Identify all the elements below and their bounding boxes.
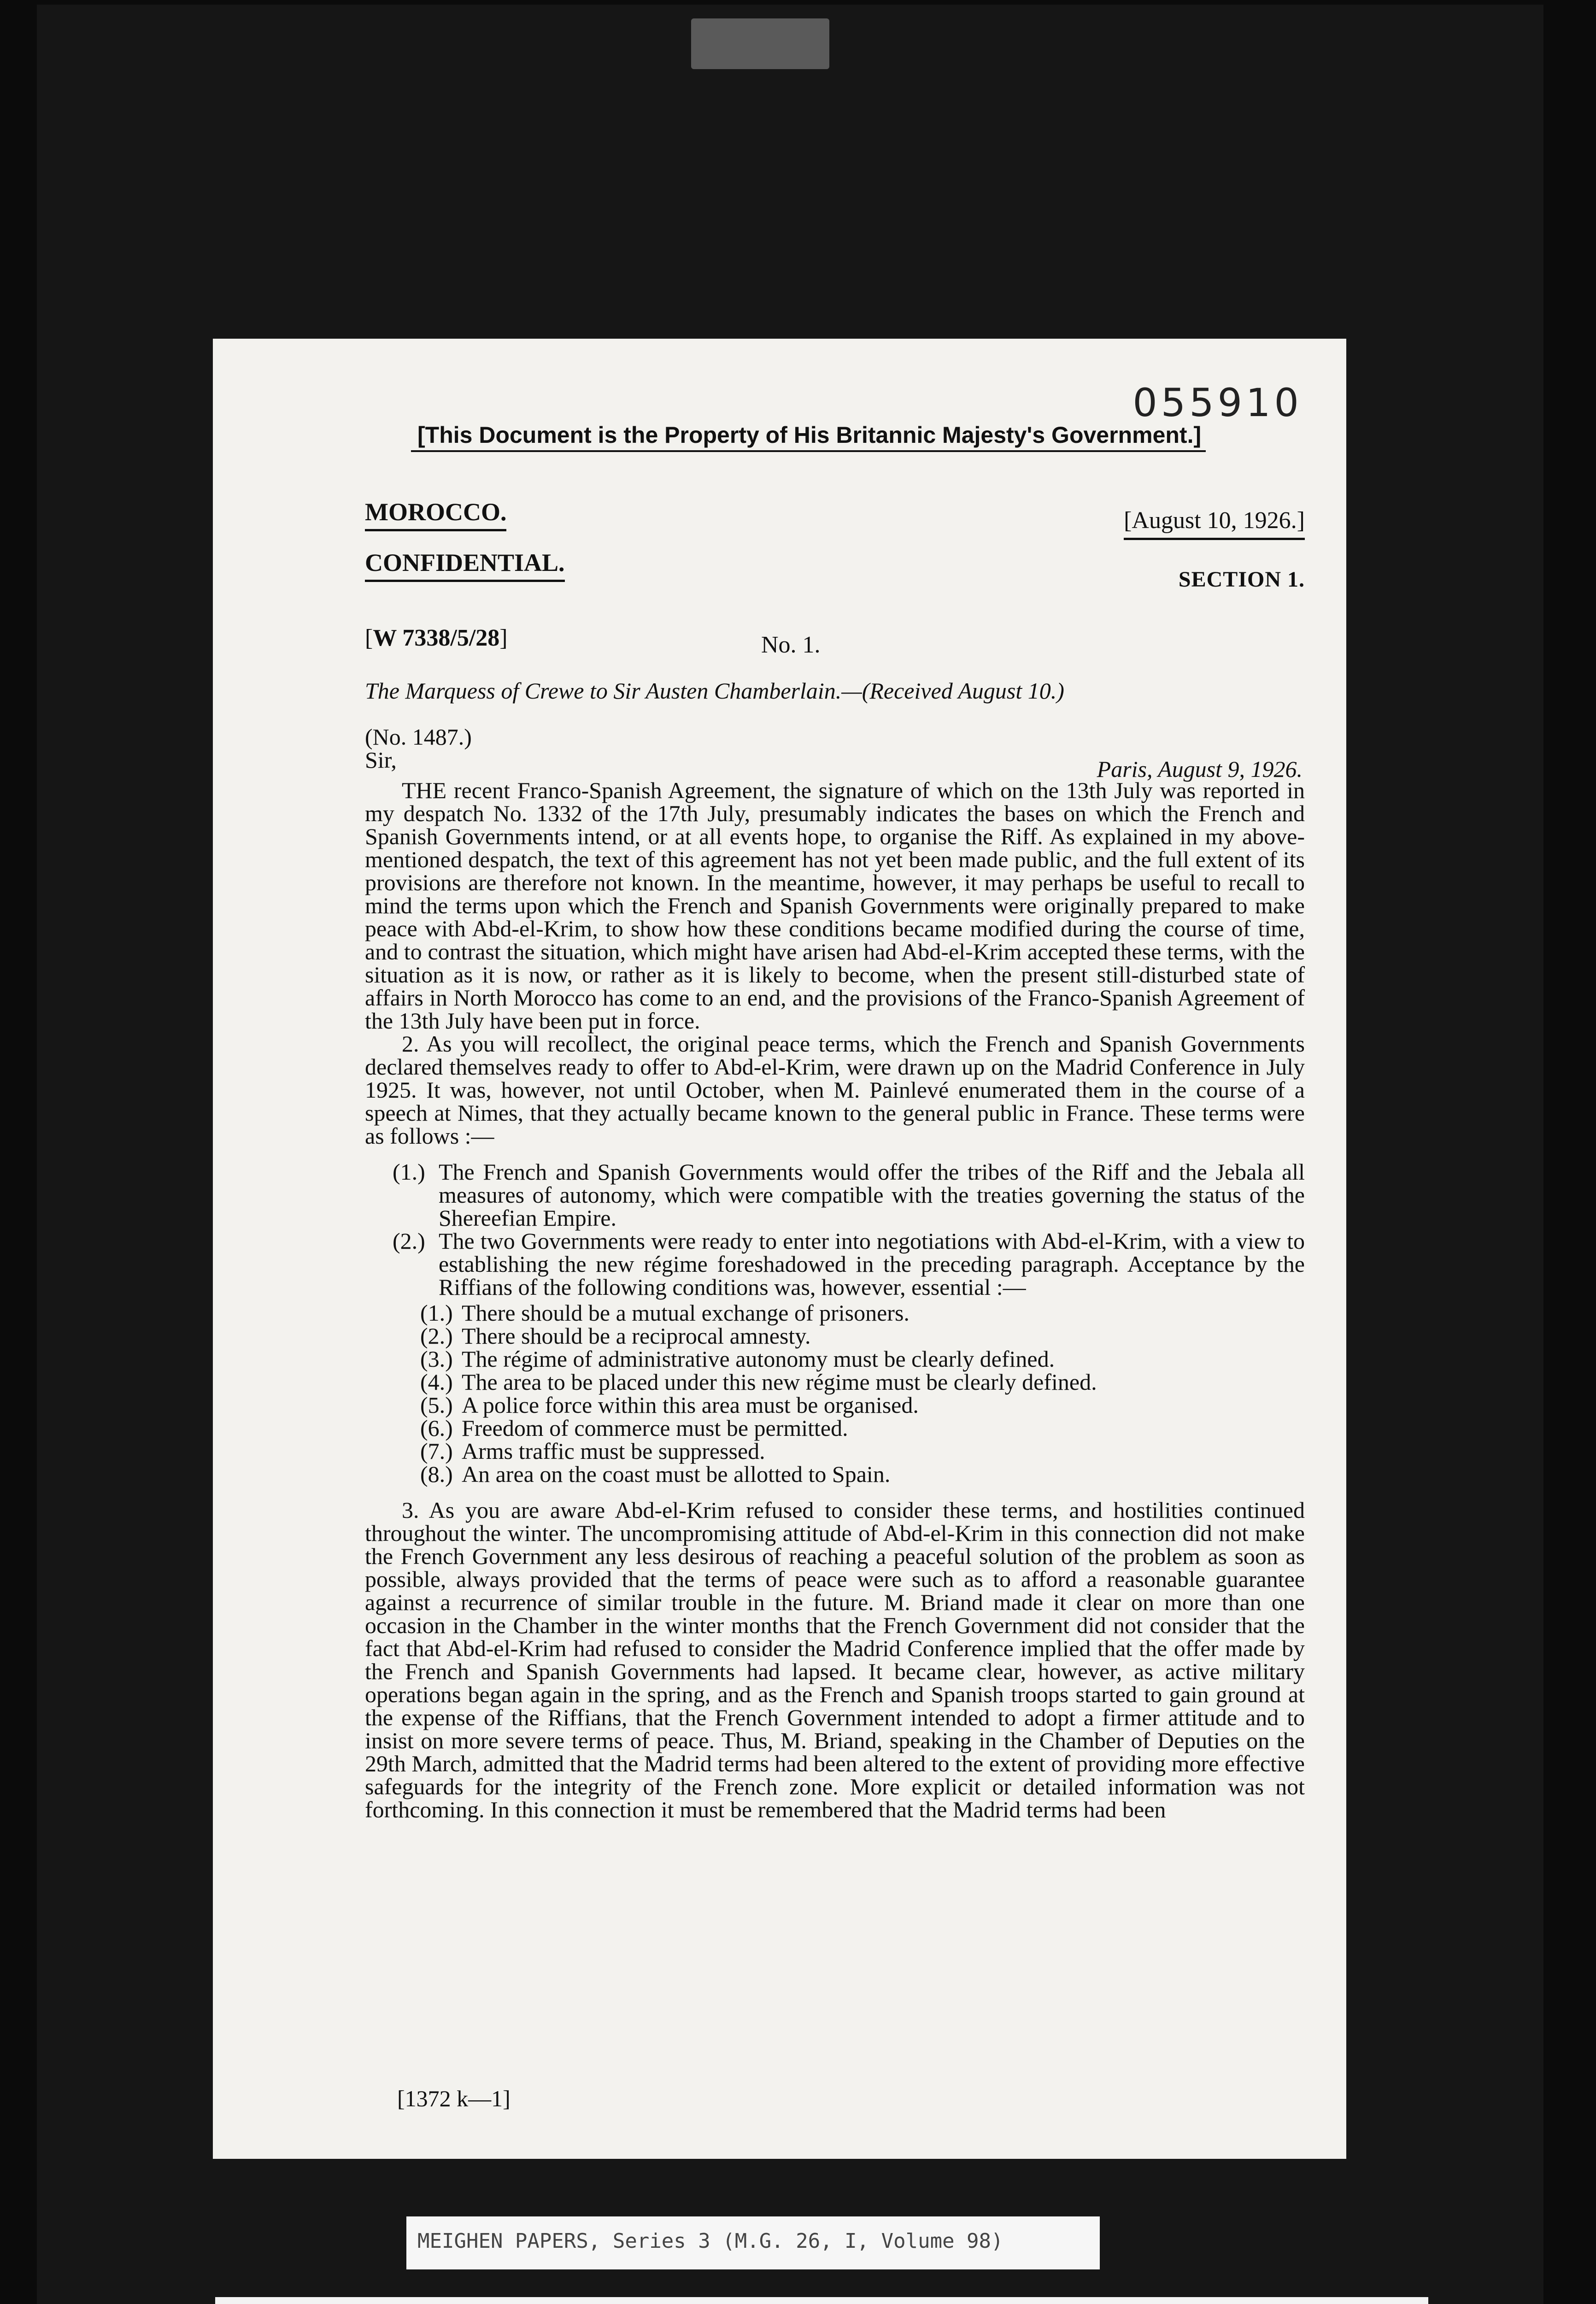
term-number: (1.): [393, 1159, 425, 1185]
condition-number: (5.): [420, 1392, 453, 1418]
peace-terms-list: [365, 1160, 1305, 1299]
term-text: The two Governments were ready to enter into negotiations with Abd-el-Krim, with a view to establishing the new régime foreshadowed in the preceding paragraph. Acceptance by the Riffians of the following conditions was, however, essential :—: [439, 1228, 1305, 1300]
property-notice: [ This Document is the Property of His Britannic Majesty's Government. ]: [411, 422, 1206, 452]
list-item: [393, 1229, 1305, 1299]
list-item: [420, 1347, 1305, 1370]
footer-code: [ 1372 k—1 ]: [397, 2085, 510, 2112]
list-item: [420, 1393, 1305, 1416]
term-text: The French and Spanish Governments would offer the tribes of the Riff and the Jebala all measures of autonomy, which were compatible with the treaties governing the status of the Shereefian Empire.: [439, 1159, 1305, 1231]
term-number: (2.): [393, 1228, 425, 1254]
condition-number: (1.): [420, 1300, 453, 1326]
list-item: [393, 1160, 1305, 1229]
condition-text: Arms traffic must be suppressed.: [462, 1438, 765, 1464]
condition-number: (2.): [420, 1323, 453, 1349]
collection-stamp: [406, 2216, 1100, 2269]
list-item: [420, 1301, 1305, 1324]
paragraph-3: 3. As you are aware Abd-el-Krim refused to consider these terms, and hostilities continued throughout the winter. The uncompromising attitude of Abd-el-Krim in this connection did not make the French Government any less desirous of reaching a peaceful solution of the problem as soon as possible, always provided that the terms of peace were such as to afford a reasonable guarantee against a recurrence of similar trouble in the future. M. Briand made it clear on more than one occasion in the Chamber in the winter months that the French Government did not consider that the fact that Abd-el-Krim had refused to consider the Madrid Conference implied that the offer made by the French and Spanish Governments had lapsed. It became clear, however, as active military operations began again in the spring, and as the French and Spanish troops started to gain ground at the expense of the Riffians, that the French Government intended to adopt a firmer attitude and to insist on more severe terms of peace. Thus, M. Briand, speaking in the Chamber of Deputies on the 29th March, admitted that the Madrid terms had been altered to the extent of providing more effective safeguards for the integrity of the French zone. More explicit or detailed information was not forthcoming. In this connection it must be remembered that the Madrid terms had been: [365, 1497, 1305, 1822]
subject-line: The Marquess of Crewe to Sir Austen Chamberlain.—(Received August 10.): [365, 678, 1064, 704]
condition-text: A police force within this area must be organised.: [462, 1392, 919, 1418]
document-date: [ August 10, 1926. ]: [1124, 507, 1305, 540]
list-item: [420, 1370, 1305, 1393]
list-item: [420, 1416, 1305, 1440]
condition-text: There should be a mutual exchange of prisoners.: [462, 1300, 909, 1326]
binder-clip: [691, 18, 829, 69]
section-label: SECTION 1.: [1178, 567, 1305, 592]
region-heading: MOROCCO.: [365, 498, 506, 531]
list-item: [420, 1324, 1305, 1347]
list-item: [420, 1440, 1305, 1463]
reference-code: [ W 7338/5/28 ]: [365, 624, 508, 652]
condition-text: An area on the coast must be allotted to Spain.: [462, 1461, 891, 1487]
condition-text: The régime of administrative autonomy must be clearly defined.: [462, 1346, 1055, 1372]
paragraph-1: THE recent Franco-Spanish Agreement, the signature of which on the 13th July was reported in my despatch No. 1332 of the 17th July, presumably indicates the bases on which the French and Spanish Governments intend, or at all events hope, to organise the Riff. As explained in my above-mentioned despatch, the text of this agreement has not yet been made public, and the full extent of its provisions are therefore not known. In the meantime, however, it may perhaps be useful to recall to mind the terms upon which the French and Spanish Governments were originally prepared to make peace with Abd-el-Krim, to show how these conditions became modified during the course of time, and to contrast the situation, which might have arisen had Abd-el-Krim accepted these terms, with the situation as it is now, or rather as it is likely to become, when the present still-disturbed state of affairs in North Morocco has come to an end, and the provisions of the Franco-Spanish Agreement of the 13th July have been put in force.: [365, 777, 1305, 1034]
condition-text: Freedom of commerce must be permitted.: [462, 1415, 848, 1441]
document-number: No. 1.: [761, 632, 821, 658]
salutation: Sir,: [365, 747, 397, 773]
condition-text: There should be a reciprocal amnesty.: [462, 1323, 811, 1349]
archives-label-card: [215, 2297, 1428, 2304]
classification-heading: CONFIDENTIAL.: [365, 548, 565, 582]
condition-text: The area to be placed under this new régime must be clearly defined.: [462, 1369, 1097, 1395]
conditions-list: [420, 1301, 1305, 1486]
condition-number: (7.): [420, 1438, 453, 1464]
condition-number: (4.): [420, 1369, 453, 1395]
document-body: [365, 779, 1305, 1821]
list-item: [420, 1463, 1305, 1486]
collection-stamp-text: MEIGHEN PAPERS, Series 3 (M.G. 26, I, Volume 98): [417, 2229, 1003, 2253]
condition-number: (8.): [420, 1461, 453, 1487]
paragraph-2: 2. As you will recollect, the original peace terms, which the French and Spanish Governments declared themselves ready to offer to Abd-el-Krim, were drawn up on the Madrid Conference in July 1925. It was, however, not until October, when M. Painlevé enumerated them in the course of a speech at Nimes, that they actually became known to the general public in France. These terms were as follows :—: [365, 1031, 1305, 1149]
despatch-number: (No. 1487.): [365, 724, 472, 750]
archive-number: 055910: [1132, 380, 1303, 425]
condition-number: (3.): [420, 1346, 453, 1372]
document-page: [213, 339, 1346, 2159]
place-date-text: Paris, August 9, 1926.: [1097, 756, 1303, 782]
condition-number: (6.): [420, 1415, 453, 1441]
